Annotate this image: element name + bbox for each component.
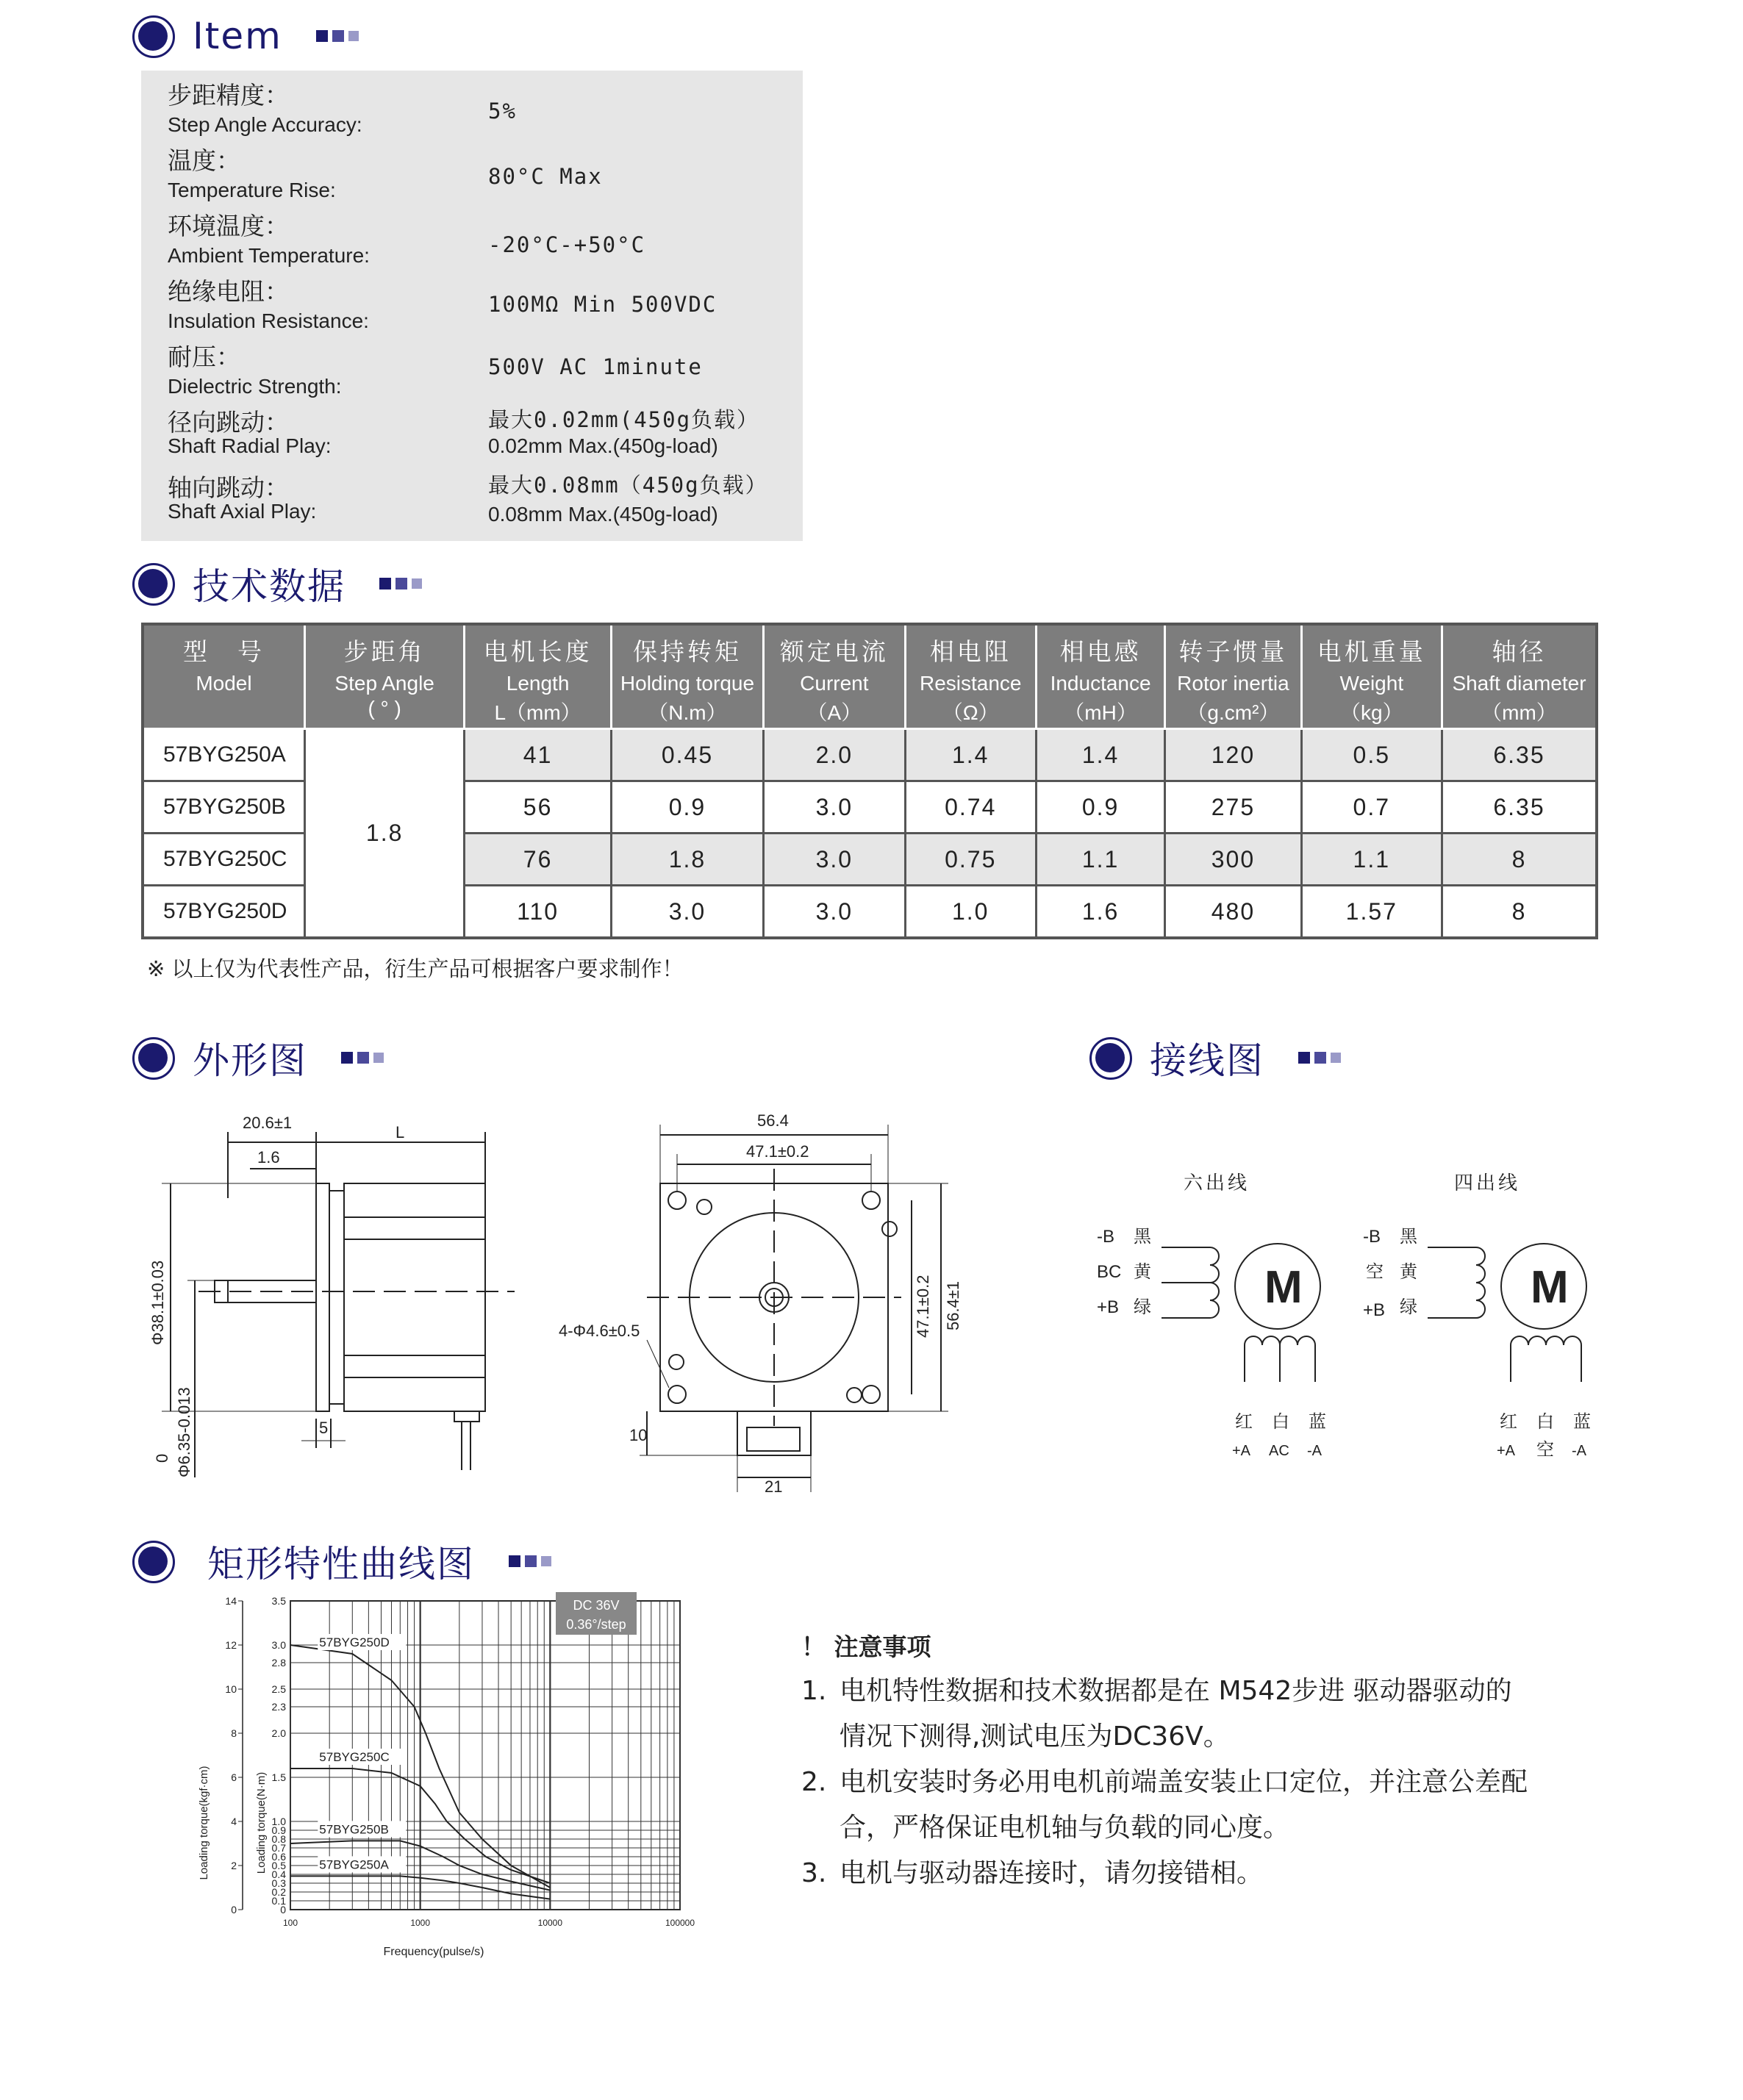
dim-56-4-side: 56.4±1 xyxy=(944,1280,962,1330)
wire-sig: +B xyxy=(1097,1297,1120,1317)
square-deco-icon xyxy=(379,578,422,589)
spec-value: -20°C-+50°C xyxy=(488,232,646,257)
wire-color: 红 xyxy=(1235,1412,1253,1432)
notice-text: 电机与驱动器连接时，请勿接错相。 xyxy=(840,1858,1264,1888)
wire-color: 蓝 xyxy=(1309,1412,1326,1432)
y-outer-tick: 6 xyxy=(231,1771,237,1783)
header-length: 电机长度 Length L（mm） xyxy=(465,624,611,729)
header-resistance: 相电阻 Resistance （Ω） xyxy=(905,624,1036,729)
chart-legend-step: 0.36°/step xyxy=(566,1617,626,1632)
cell-inductance: 0.9 xyxy=(1036,781,1164,834)
section-header-wiring xyxy=(1095,1031,1341,1084)
dim-21: 21 xyxy=(765,1477,783,1496)
wire-sig: +A xyxy=(1232,1443,1251,1459)
section-title: 外形图 xyxy=(193,1039,307,1082)
square-deco-icon xyxy=(341,1052,384,1064)
table-header-row xyxy=(143,624,1597,729)
cell-shaft: 6.35 xyxy=(1442,729,1597,781)
cell-current: 3.0 xyxy=(764,886,905,939)
table-note: ※ 以上仅为代表性产品，衍生产品可根据客户要求制作！ xyxy=(147,956,684,981)
front-view xyxy=(640,1125,948,1492)
spec-label-cn: 步距精度： xyxy=(168,81,289,110)
cell-current: 3.0 xyxy=(764,834,905,886)
wire-sig: 空 xyxy=(1366,1262,1384,1282)
spec-label-en: Shaft Radial Play: xyxy=(168,434,332,457)
y-outer-tick: 8 xyxy=(231,1727,237,1739)
chart-xlabel: Frequency(pulse/s) xyxy=(383,1946,484,1958)
header-inertia: 转子惯量 Rotor inertia （g.cm²） xyxy=(1165,624,1301,729)
spec-label-cn: 温度： xyxy=(168,146,240,175)
wiring-diagram xyxy=(1088,1161,1647,1485)
square-deco-icon xyxy=(509,1555,551,1567)
cell-weight: 1.57 xyxy=(1301,886,1442,939)
spec-value-en: 0.02mm Max.(450g-load) xyxy=(488,434,718,457)
cell-inertia: 120 xyxy=(1165,729,1301,781)
wire-color: 黑 xyxy=(1134,1227,1151,1247)
outline-drawing xyxy=(132,1095,1000,1507)
section-title: Item xyxy=(193,15,282,57)
wire-sig: BC xyxy=(1097,1262,1122,1282)
side-view xyxy=(162,1132,515,1477)
cell-length: 41 xyxy=(465,729,611,781)
y-inner-tick: 0.9 xyxy=(271,1824,286,1836)
cell-model: 57BYG250C xyxy=(143,834,304,886)
wire-color: 红 xyxy=(1500,1412,1517,1432)
cell-inertia: 480 xyxy=(1165,886,1301,939)
item-spec-box xyxy=(141,71,803,541)
chart-ylabel-inner: Loading torque(N·m) xyxy=(255,1771,268,1874)
wire-color: 绿 xyxy=(1400,1297,1417,1317)
bullet-icon xyxy=(1095,1043,1125,1072)
series-label-57BYG250D: 57BYG250D xyxy=(319,1635,390,1649)
cell-step-angle: 1.8 xyxy=(304,729,464,939)
bullet-icon xyxy=(138,1547,168,1576)
motor-label: M xyxy=(1531,1262,1569,1313)
cell-length: 110 xyxy=(465,886,611,939)
header-shaft: 轴径 Shaft diameter （mm） xyxy=(1442,624,1597,729)
notice-num: 2. xyxy=(801,1767,827,1797)
spec-label-en: Ambient Temperature: xyxy=(168,244,370,267)
y-outer-tick: 4 xyxy=(231,1816,237,1827)
dim-1-6: 1.6 xyxy=(257,1148,280,1167)
cell-resistance: 0.75 xyxy=(905,834,1036,886)
y-inner-tick: 1.0 xyxy=(271,1816,286,1827)
cell-torque: 3.0 xyxy=(611,886,763,939)
dim-phi635-a: 0 xyxy=(153,1453,171,1463)
cell-torque: 0.9 xyxy=(611,781,763,834)
spec-label-en: Insulation Resistance: xyxy=(168,309,369,332)
wiring-four-title: 四出线 xyxy=(1454,1172,1521,1194)
notice-text: 电机特性数据和技术数据都是在 M542步进 驱动器驱动的情况下测得,测试电压为DC36V。 xyxy=(840,1676,1512,1752)
header-step-angle: 步距角 Step Angle ( ° ) xyxy=(304,624,464,729)
notice-item xyxy=(801,1760,1536,1851)
cell-shaft: 8 xyxy=(1442,886,1597,939)
cell-weight: 1.1 xyxy=(1301,834,1442,886)
spec-value: 100MΩ Min 500VDC xyxy=(488,292,717,317)
bullet-icon xyxy=(138,1043,168,1072)
y-outer-tick: 2 xyxy=(231,1860,237,1871)
cell-torque: 1.8 xyxy=(611,834,763,886)
torque-curve-chart xyxy=(191,1580,706,1963)
y-outer-tick: 0 xyxy=(231,1904,237,1916)
section-title: 矩形特性曲线图 xyxy=(207,1543,475,1585)
section-title: 技术数据 xyxy=(193,565,346,608)
spec-value: 最大0.02mm(450g负载） xyxy=(488,407,760,432)
wire-color: 蓝 xyxy=(1573,1412,1591,1432)
square-deco-icon xyxy=(316,30,359,42)
wire-sig: AC xyxy=(1269,1443,1289,1459)
cell-shaft: 8 xyxy=(1442,834,1597,886)
header-model: 型 号 Model xyxy=(143,624,304,729)
wire-sig: -B xyxy=(1363,1227,1381,1247)
x-tick: 10000 xyxy=(537,1918,563,1928)
spec-label-cn: 轴向跳动： xyxy=(168,473,289,502)
bullet-icon xyxy=(138,21,168,51)
y-inner-tick: 3.0 xyxy=(271,1639,286,1651)
cell-inductance: 1.6 xyxy=(1036,886,1164,939)
dim-20-6: 20.6±1 xyxy=(243,1114,293,1132)
y-inner-tick: 2.5 xyxy=(271,1683,286,1695)
dim-holes: 4-Φ4.6±0.5 xyxy=(559,1322,640,1340)
y-outer-tick: 14 xyxy=(225,1595,237,1607)
cell-inductance: 1.1 xyxy=(1036,834,1164,886)
y-inner-tick: 0 xyxy=(280,1904,286,1916)
bullet-icon xyxy=(138,569,168,598)
dim-L: L xyxy=(396,1123,405,1142)
y-inner-tick: 2.8 xyxy=(271,1657,286,1669)
section-header-item xyxy=(138,15,359,57)
cell-length: 56 xyxy=(465,781,611,834)
series-label-57BYG250C: 57BYG250C xyxy=(319,1750,390,1764)
wire-color: 黄 xyxy=(1134,1262,1151,1282)
y-inner-tick: 2.0 xyxy=(271,1727,286,1739)
spec-value: 80°C Max xyxy=(488,164,603,189)
chart-ylabel-outer: Loading torque(kgf·cm) xyxy=(198,1766,210,1880)
notice-text: 电机安装时务必用电机前端盖安装止口定位，并注意公差配合，严格保证电机轴与负载的同心度。 xyxy=(840,1767,1528,1843)
dim-47-1-top: 47.1±0.2 xyxy=(746,1142,809,1161)
header-inductance: 相电感 Inductance （mH） xyxy=(1036,624,1164,729)
wire-color: 黑 xyxy=(1400,1227,1417,1247)
motor-label: M xyxy=(1264,1262,1303,1313)
notice-num: 3. xyxy=(801,1858,827,1888)
section-header-tech xyxy=(138,557,422,610)
series-label-57BYG250A: 57BYG250A xyxy=(319,1857,389,1872)
cell-weight: 0.7 xyxy=(1301,781,1442,834)
cell-resistance: 1.4 xyxy=(905,729,1036,781)
cell-resistance: 1.0 xyxy=(905,886,1036,939)
y-inner-tick: 0.2 xyxy=(271,1886,286,1898)
cell-inertia: 300 xyxy=(1165,834,1301,886)
spec-value: 最大0.08mm（450g负载） xyxy=(488,473,768,498)
chart-legend-voltage: DC 36V xyxy=(573,1598,620,1613)
header-current: 额定电流 Current （A） xyxy=(764,624,905,729)
spec-label-en: Step Angle Accuracy: xyxy=(168,113,362,136)
wire-color: 白 xyxy=(1272,1412,1289,1432)
y-inner-tick: 3.5 xyxy=(271,1595,286,1607)
spec-label-cn: 径向跳动： xyxy=(168,408,289,437)
wire-sig: -A xyxy=(1572,1443,1586,1459)
spec-label-en: Shaft Axial Play: xyxy=(168,500,317,523)
y-inner-tick: 0.8 xyxy=(271,1833,286,1845)
spec-value: 500V AC 1minute xyxy=(488,354,703,379)
notice-num: 1. xyxy=(801,1676,827,1706)
dim-phi635-b: Φ6.35-0.013 xyxy=(175,1387,193,1477)
cell-inductance: 1.4 xyxy=(1036,729,1164,781)
table-row xyxy=(143,729,1597,781)
cell-current: 3.0 xyxy=(764,781,905,834)
spec-label-cn: 环境温度： xyxy=(168,212,289,240)
square-deco-icon xyxy=(1298,1052,1341,1064)
y-outer-tick: 10 xyxy=(225,1683,237,1695)
cell-weight: 0.5 xyxy=(1301,729,1442,781)
wire-color: 绿 xyxy=(1134,1297,1151,1317)
dim-47-1-side: 47.1±0.2 xyxy=(914,1275,932,1338)
wire-sig: +B xyxy=(1363,1300,1386,1320)
cell-model: 57BYG250B xyxy=(143,781,304,834)
notice-item xyxy=(801,1851,1536,1896)
dim-phi38: Φ38.1±0.03 xyxy=(148,1260,167,1345)
y-inner-tick: 0.4 xyxy=(271,1868,286,1880)
notice-title: ！ 注意事项 xyxy=(801,1633,931,1661)
dim-56-4-top: 56.4 xyxy=(757,1111,789,1130)
spec-label-en: Temperature Rise: xyxy=(168,179,336,201)
y-inner-tick: 0.7 xyxy=(271,1842,286,1854)
series-label-57BYG250B: 57BYG250B xyxy=(319,1822,389,1837)
cell-length: 76 xyxy=(465,834,611,886)
header-weight: 电机重量 Weight （kg） xyxy=(1301,624,1442,729)
spec-value: 5% xyxy=(488,98,517,123)
y-inner-tick: 1.5 xyxy=(271,1771,286,1783)
spec-label-cn: 绝缘电阻： xyxy=(168,277,289,306)
spec-label-cn: 耐压： xyxy=(168,343,240,371)
cell-current: 2.0 xyxy=(764,729,905,781)
wire-sig: -B xyxy=(1097,1227,1114,1247)
spec-label-en: Dielectric Strength: xyxy=(168,375,342,398)
cell-inertia: 275 xyxy=(1165,781,1301,834)
cell-resistance: 0.74 xyxy=(905,781,1036,834)
cell-torque: 0.45 xyxy=(611,729,763,781)
y-inner-tick: 0.3 xyxy=(271,1877,286,1889)
wire-color: 白 xyxy=(1536,1412,1554,1432)
spec-value-en: 0.08mm Max.(450g-load) xyxy=(488,503,718,526)
tech-data-table xyxy=(141,623,1598,939)
x-tick: 100 xyxy=(282,1918,298,1928)
y-inner-tick: 0.6 xyxy=(271,1851,286,1863)
y-inner-tick: 0.5 xyxy=(271,1860,286,1871)
y-outer-tick: 12 xyxy=(225,1639,237,1651)
wire-sig: -A xyxy=(1307,1443,1322,1459)
notice-item xyxy=(801,1669,1536,1760)
header-torque: 保持转矩 Holding torque （N.m） xyxy=(611,624,763,729)
wire-color: 黄 xyxy=(1400,1262,1417,1282)
section-header-outline xyxy=(138,1031,384,1084)
y-inner-tick: 2.3 xyxy=(271,1701,286,1713)
cell-model: 57BYG250A xyxy=(143,729,304,781)
y-inner-tick: 0.1 xyxy=(271,1895,286,1907)
wire-sig: 空 xyxy=(1536,1440,1554,1460)
cell-model: 57BYG250D xyxy=(143,886,304,939)
wire-sig: +A xyxy=(1497,1443,1516,1459)
cell-shaft: 6.35 xyxy=(1442,781,1597,834)
wiring-six-title: 六出线 xyxy=(1184,1172,1250,1194)
dim-5: 5 xyxy=(319,1419,329,1437)
x-tick: 100000 xyxy=(665,1918,695,1928)
x-tick: 1000 xyxy=(410,1918,431,1928)
section-title: 接线图 xyxy=(1150,1039,1264,1082)
dim-10: 10 xyxy=(629,1426,648,1444)
